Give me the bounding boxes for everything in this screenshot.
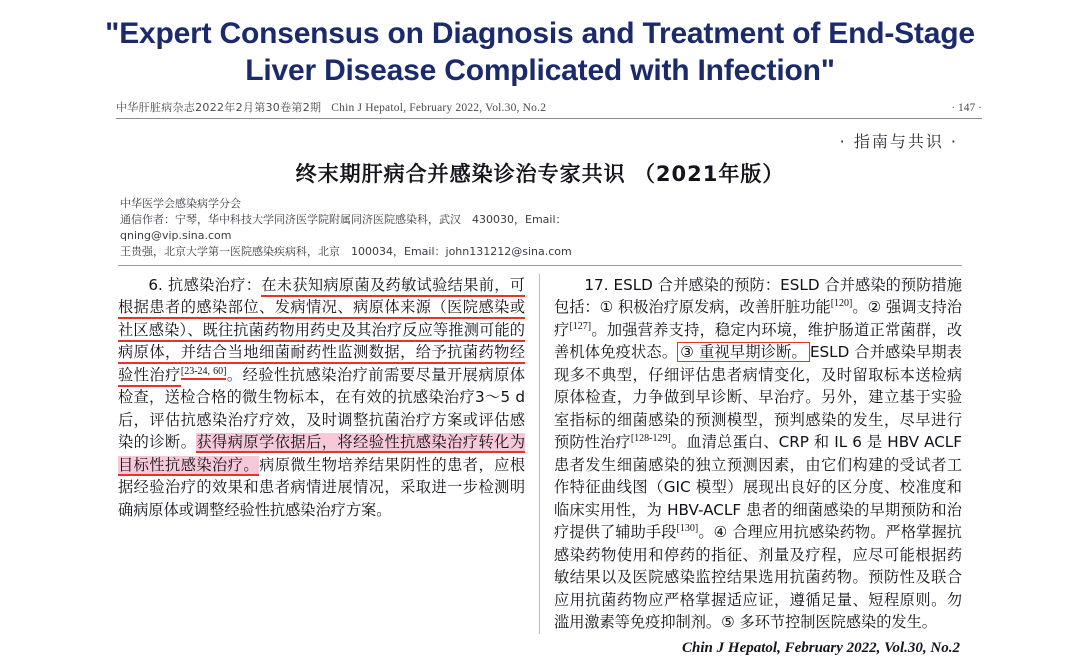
left-underlined-text: 在未获知病原菌及药敏试验结果前，可根据患者的感染部位、发病情况、病原体来源（医院感染或社区感染）、既往抗菌药物用药史及其治疗反应等推测可能的病原体，并结合当地细菌耐药性监测数据，给予抗菌药物经验性治疗 bbox=[118, 276, 525, 387]
section-tag: · 指南与共识 · bbox=[839, 132, 958, 152]
paper-byline bbox=[120, 196, 960, 260]
paper-title: 终末期肝病合并感染诊治专家共识 （2021年版） bbox=[295, 162, 785, 187]
left-highlighted-text: 获得病原学依据后，将经验性抗感染治疗转化为目标性抗感染治疗。 bbox=[118, 433, 526, 474]
right-body-1: ESLD 合并感染的预防措施包括：① 积极治疗原发病，改善肝脏功能 bbox=[554, 275, 962, 317]
right-paragraph bbox=[554, 274, 962, 634]
page-title: "Expert Consensus on Diagnosis and Treatment of End-Stage Liver Disease Complicated with Infection" bbox=[105, 17, 975, 87]
right-reference-1: [120] bbox=[830, 298, 853, 310]
journal-page-number: · 147 · bbox=[951, 102, 982, 115]
right-item-number: 17. ESLD 合并感染的预防： bbox=[584, 275, 781, 294]
correspondence-line-3: 王贵强，北京大学第一医院感染疾病科，北京 100034，Email：john131212@sina.com bbox=[120, 245, 572, 258]
footer-citation: Chin J Hepatol, February 2022, Vol.30, No.2 bbox=[682, 639, 960, 656]
left-reference-1: [23-24, 60] bbox=[181, 366, 227, 380]
slide-title-block bbox=[0, 0, 1080, 89]
left-column bbox=[118, 274, 540, 634]
left-body-1: 。经验性抗感染治疗前需要尽量开展病原体检查，送检合格的微生物标本，在有效的抗感染治疗3～5 d后，评估抗感染治疗疗效，及时调整抗菌治疗方案或评估感染的诊断。 bbox=[118, 365, 526, 452]
right-reference-3: [128-129] bbox=[630, 433, 671, 445]
header-divider bbox=[118, 265, 962, 266]
left-body-2: 病原微生物培养结果阴性的患者，应根据经验治疗的效果和患者病情进展情况，采取进一步检测明确病原体或调整经验性抗感染治疗方案。 bbox=[118, 455, 526, 519]
right-reference-2: [127] bbox=[569, 320, 592, 332]
right-body-5: 。血清总蛋白、CRP 和 IL 6 是 HBV ACLF 患者发生细菌感染的独立预测因素，由它们构建的受试者工作特征曲线图（GIC 模型）展现出良好的区分度、校准度和临床实用性，为 HBV-ACLF 患者的细菌感染的早期预防和治疗提供了辅助手段 bbox=[554, 433, 962, 542]
correspondence-line-1: 通信作者：宁琴，华中科技大学同济医学院附属同济医院感染科，武汉 430030，Email： bbox=[120, 213, 567, 227]
journal-header-chinese: 中华肝脏病杂志2022年2月第30卷第2期 bbox=[116, 101, 322, 115]
left-paragraph bbox=[118, 274, 525, 522]
right-body-2: 。② 强调支持治疗 bbox=[554, 298, 962, 339]
journal-running-head bbox=[116, 99, 982, 119]
author-group: 中华医学会感染病学分会 bbox=[120, 197, 241, 211]
right-reference-4: [130] bbox=[676, 523, 699, 535]
right-body-3: 。加强营养支持，稳定内环境，维护肠道正常菌群，改善机体免疫状态。 bbox=[554, 320, 962, 362]
journal-header-english: Chin J Hepatol, February 2022, Vol.30, No.2 bbox=[331, 102, 547, 115]
right-body-4: ESLD 合并感染早期表现多不典型，仔细评估患者病情变化，及时留取标本送检病原体检查，力争做到早诊断、早治疗。另外，建立基于实验室指标的细菌感染的预测模型，预判感染的发生，尽早进行预防性治疗 bbox=[554, 343, 962, 452]
right-column bbox=[540, 274, 962, 634]
right-body-6: 。④ 合理应用抗感染药物。严格掌握抗感染药物使用和停药的指征、剂量及疗程，应尽可能根据药敏结果以及医院感染监控结果选用抗菌药物。预防性及联合应用抗菌药物应严格掌握适应证，遵循足量、短程原则。勿滥用激素等免疫抑制剂。⑤ 多环节控制医院感染的发生。 bbox=[554, 523, 962, 632]
correspondence-line-2: qning@vip.sina.com bbox=[120, 229, 232, 243]
left-item-number: 6. 抗感染治疗： bbox=[148, 275, 262, 294]
right-boxed-text: ③ 重视早期诊断。 bbox=[677, 342, 810, 362]
scanned-journal-page bbox=[96, 99, 984, 663]
article-body bbox=[118, 274, 962, 634]
